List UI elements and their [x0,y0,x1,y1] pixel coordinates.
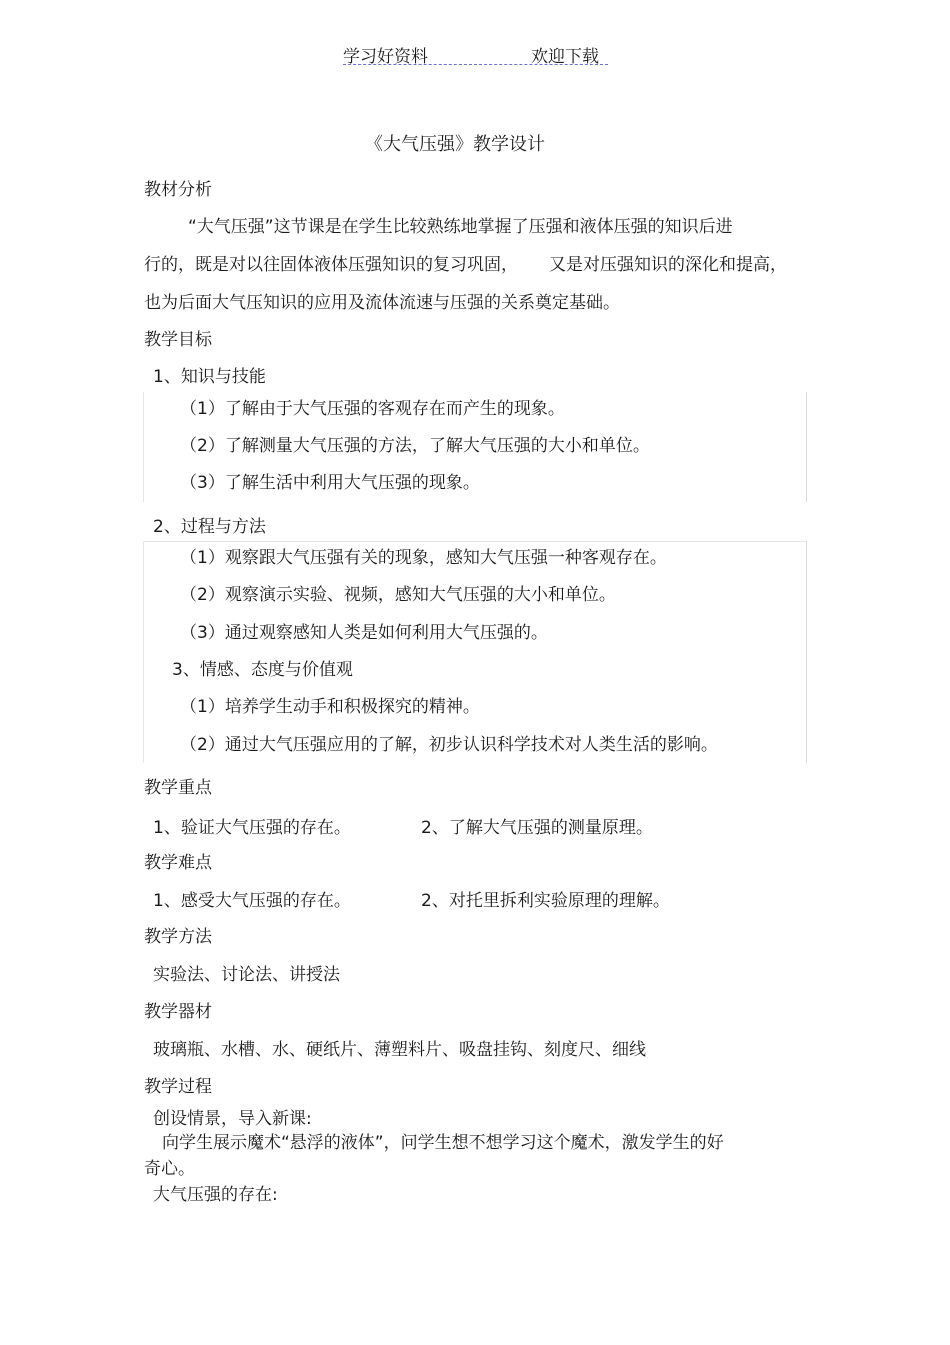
header-dashed-underline [343,64,608,65]
knowledge-box-left-border [143,392,144,502]
section-heading-goals: 教学目标 [144,330,212,350]
section-heading-analysis: 教材分析 [144,180,212,200]
analysis-line-3: 也为后面大气压知识的应用及流体流速与压强的关系奠定基础。 [144,293,620,313]
process-item-3: （3）通过观察感知人类是如何利用大气压强的。 [180,623,548,643]
process-box-top-border [143,541,806,542]
section-heading-key-points: 教学重点 [144,778,212,798]
header-right-text: 欢迎下载 [531,47,599,67]
emotion-item-1: （1）培养学生动手和积极探究的精神。 [180,697,480,717]
section-heading-methods: 教学方法 [144,927,212,947]
knowledge-item-2: （2）了解测量大气压强的方法，了解大气压强的大小和单位。 [180,436,650,456]
analysis-line-2a: 行的，既是对以往固体液体压强知识的复习巩固， [144,255,518,275]
difficulty-1: 1、感受大气压强的存在。 [153,891,351,911]
goal-emotion-title: 3、情感、态度与价值观 [172,660,353,680]
equipment-text: 玻璃瓶、水槽、水、硬纸片、薄塑料片、吸盘挂钩、刻度尺、细线 [153,1040,646,1060]
goal-knowledge-title: 1、知识与技能 [153,367,266,387]
knowledge-item-3: （3）了解生活中利用大气压强的现象。 [180,473,480,493]
header-left-text: 学习好资料 [343,47,428,67]
methods-text: 实验法、讨论法、讲授法 [153,965,340,985]
key-point-2: 2、了解大气压强的测量原理。 [421,818,653,838]
procedure-intro: 创设情景，导入新课: [153,1109,312,1129]
goal-process-title: 2、过程与方法 [153,517,266,537]
process-item-2: （2）观察演示实验、视频，感知大气压强的大小和单位。 [180,585,616,605]
knowledge-box-right-border [806,392,807,502]
section-heading-equipment: 教学器材 [144,1002,212,1022]
process-box-left-border [143,541,144,763]
procedure-line-2: 奇心。 [144,1159,195,1179]
process-box-right-border [806,541,807,763]
analysis-line-2b: 又是对压强知识的深化和提高， [549,255,787,275]
knowledge-item-1: （1）了解由于大气压强的客观存在而产生的现象。 [180,399,565,419]
emotion-item-2: （2）通过大气压强应用的了解，初步认识科学技术对人类生活的影响。 [180,735,718,755]
analysis-line-1: “大气压强”这节课是在学生比较熟练地掌握了压强和液体压强的知识后进 [188,217,733,237]
key-point-1: 1、验证大气压强的存在。 [153,818,351,838]
procedure-existence: 大气压强的存在: [153,1185,278,1205]
procedure-line-1: 向学生展示魔术“悬浮的液体”，问学生想不想学习这个魔术，激发学生的好 [162,1133,724,1153]
section-heading-difficulties: 教学难点 [144,853,212,873]
process-item-1: （1）观察跟大气压强有关的现象，感知大气压强一种客观存在。 [180,548,667,568]
section-heading-procedure: 教学过程 [144,1077,212,1097]
document-title: 《大气压强》教学设计 [365,134,545,155]
difficulty-2: 2、对托里拆利实验原理的理解。 [421,891,670,911]
